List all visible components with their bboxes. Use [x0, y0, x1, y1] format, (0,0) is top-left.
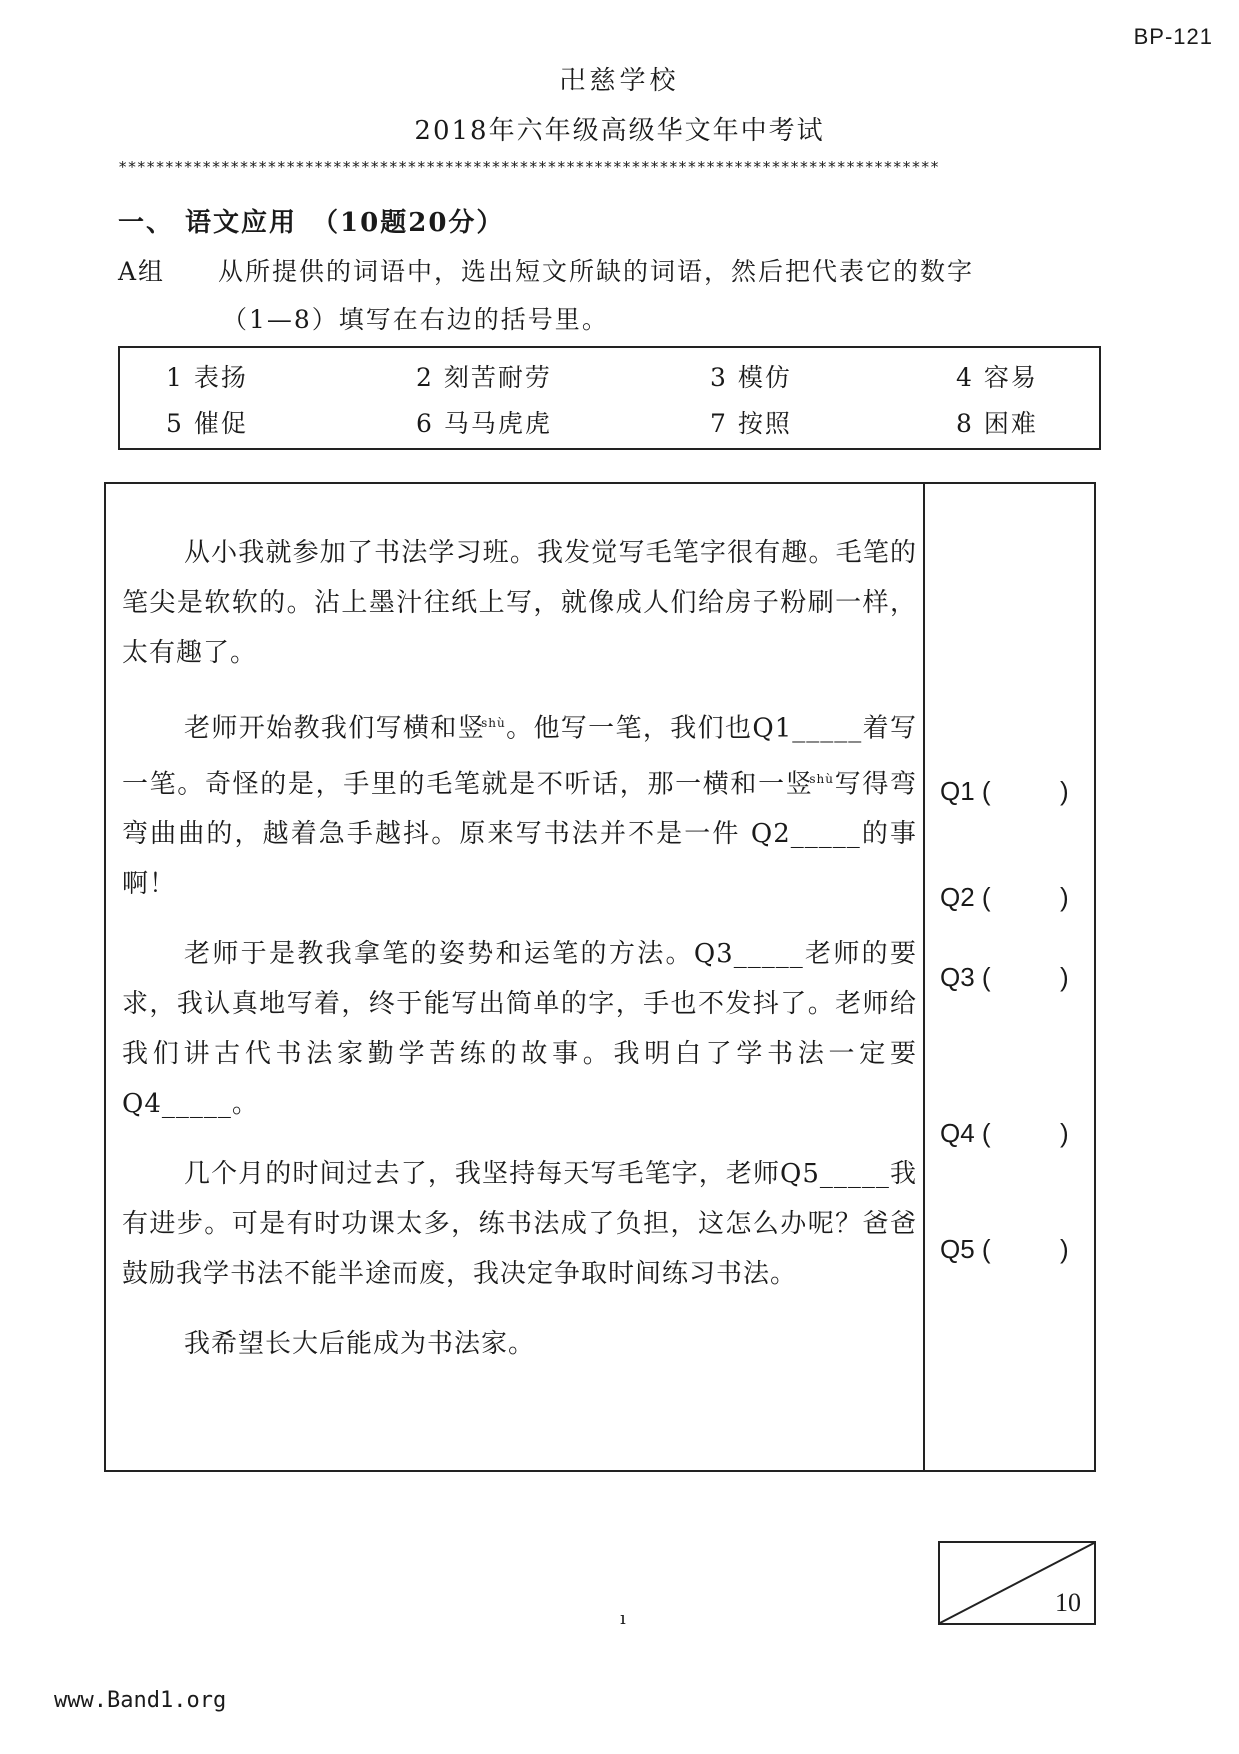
section-heading: 一、 语文应用 （10题20分）	[118, 208, 505, 238]
star-divider: ****************************************************************************************	[118, 158, 940, 176]
word-bank-item: 5 催促	[166, 409, 248, 438]
word-bank-item: 7 按照	[710, 409, 792, 438]
word-bank-item: 2 刻苦耐劳	[416, 363, 552, 392]
answer-slot-q5[interactable]: Q5 ( )	[940, 1234, 1069, 1264]
exam-title: 2018年六年级高级华文年中考试	[414, 116, 825, 146]
instruction-text: 从所提供的词语中，选出短文所缺的词语，然后把代表它的数字	[218, 257, 975, 286]
footer-website: www.Band1.org	[54, 1688, 227, 1713]
word-bank	[118, 346, 1101, 450]
instruction-line-2: （1—8）填写在右边的括号里。	[222, 305, 609, 334]
answer-slot-q1[interactable]: Q1 ( )	[940, 776, 1069, 806]
word-bank-item: 6 马马虎虎	[416, 409, 552, 438]
word-bank-item: 8 困难	[956, 409, 1038, 438]
pinyin-annotation: shù	[481, 716, 506, 730]
group-label: A组	[118, 257, 166, 286]
word-bank-item: 3 模仿	[710, 363, 792, 392]
answer-slot-q3[interactable]: Q3 ( )	[940, 962, 1069, 992]
document-code: BP-121	[1133, 24, 1213, 49]
school-name: 卍慈学校	[559, 66, 680, 96]
score-box	[938, 1541, 1096, 1625]
paragraph: 我希望长大后能成为书法家。	[184, 1329, 536, 1360]
answer-slot-q4[interactable]: Q4 ( )	[940, 1118, 1069, 1148]
answer-slot-q2[interactable]: Q2 ( )	[940, 882, 1069, 912]
answer-column-divider	[923, 482, 925, 1472]
passage-text	[122, 528, 917, 1389]
pinyin-annotation: shù	[809, 771, 835, 786]
paragraph: 老师开始教我们写横和竖$^{shù}$。他写一笔，我们也Q1_____着写一笔。奇怪的是，手里的毛笔就是不听话，那一横和一竖$^{shù}$写得弯弯曲曲的，越着急手越抖。原来写书法并不是一件 Q2_____的事啊！	[122, 713, 917, 900]
score-box-frame	[938, 1541, 1096, 1625]
paragraph: 老师于是教我拿笔的姿势和运笔的方法。Q3_____老师的要求，我认真地写着，终于能写出简单的字，手也不发抖了。老师给我们讲古代书法家勤学苦练的故事。我明白了学书法一定要 Q4_____。	[122, 939, 917, 1120]
score-total: 10	[1055, 1588, 1081, 1617]
paragraph: 从小我就参加了书法学习班。我发觉写毛笔字很有趣。毛笔的笔尖是软软的。沾上墨汁往纸上写，就像成人们给房子粉刷一样，太有趣了。	[122, 538, 917, 668]
page-tick: ı	[620, 1608, 626, 1629]
paragraph: 几个月的时间过去了，我坚持每天写毛笔字，老师Q5_____我有进步。可是有时功课太多，练书法成了负担，这怎么办呢？爸爸鼓励我学书法不能半途而废，我决定争取时间练习书法。	[122, 1159, 917, 1290]
word-bank-item: 4 容易	[956, 363, 1038, 392]
instruction-line-1	[118, 252, 974, 288]
word-bank-item: 1 表扬	[166, 363, 248, 392]
